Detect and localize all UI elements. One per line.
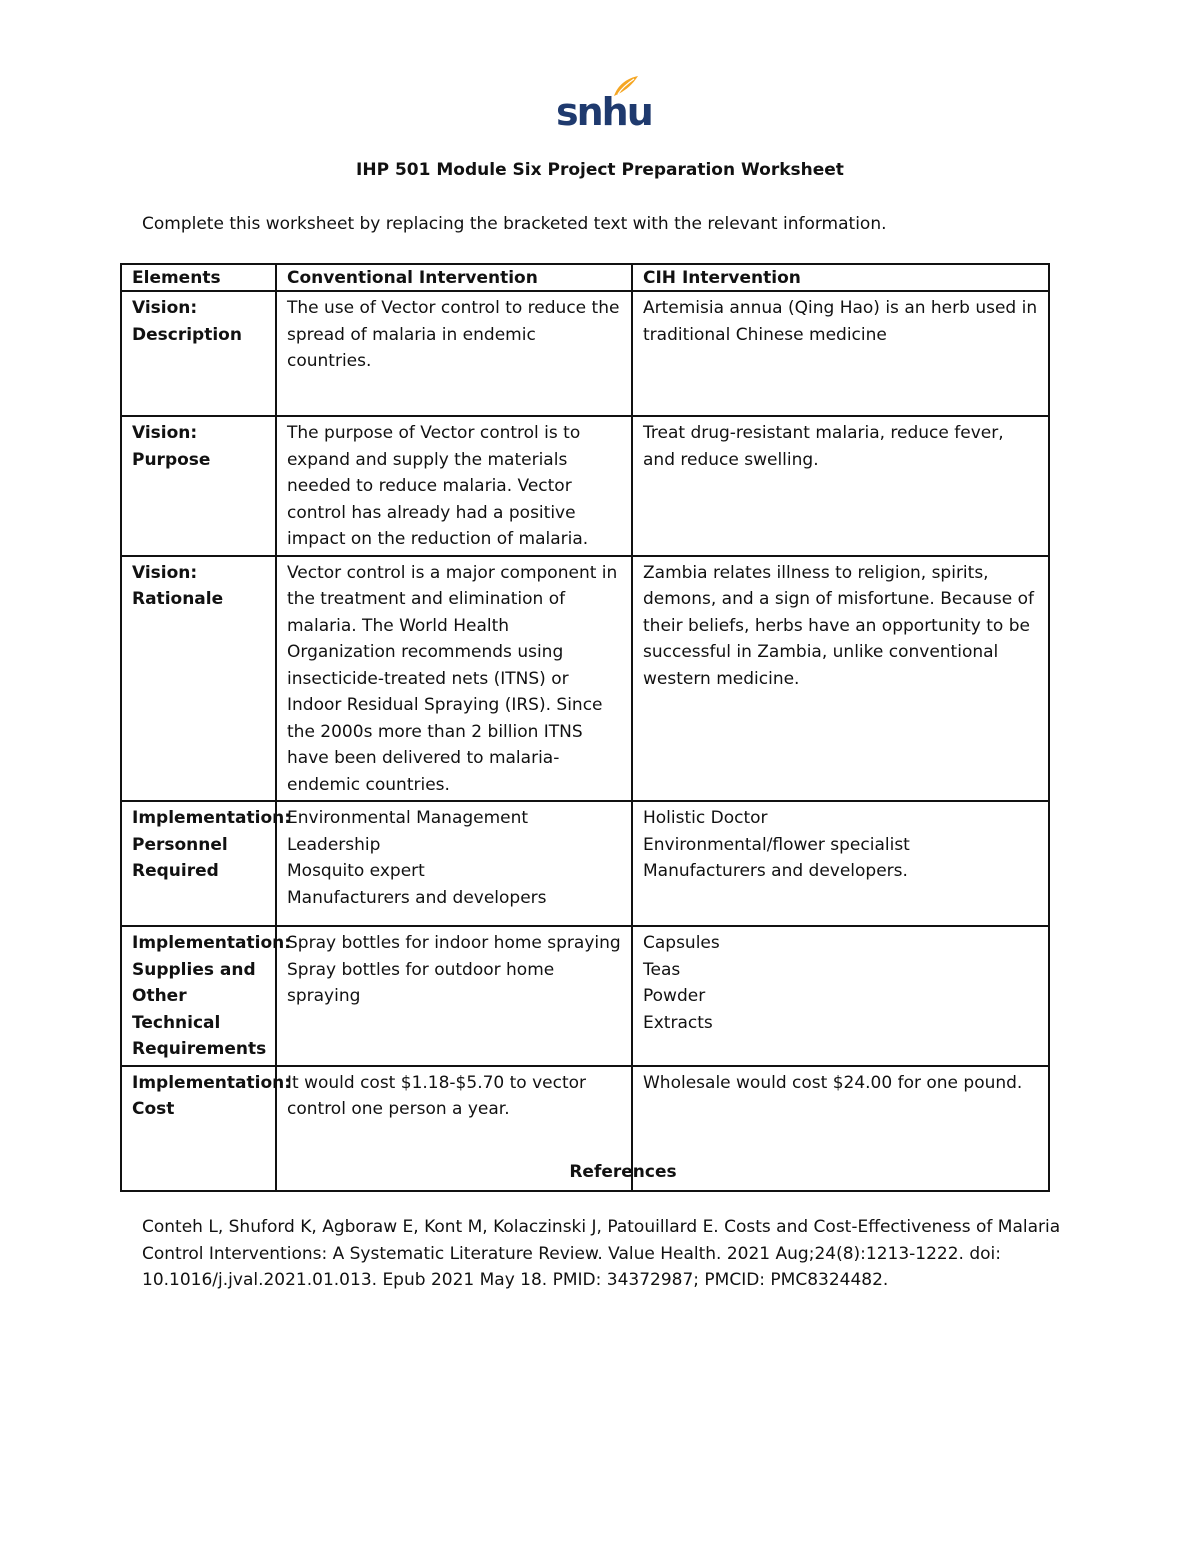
cih-cell — [632, 926, 1049, 1066]
cell-text: Holistic Doctor — [643, 808, 768, 828]
page-title: IHP 501 Module Six Project Preparation Worksheet — [356, 160, 844, 180]
table-row — [121, 291, 1049, 416]
row-label-line: Vision: — [132, 562, 198, 583]
row-label-line: Vision: — [132, 423, 198, 443]
cell-text: The purpose of Vector control is to expand and supply the materials needed to reduce malaria. Vector control has already had a positive impact on the reduction of malaria. — [287, 423, 589, 549]
row-label-line: Implementation: — [132, 1072, 292, 1093]
worksheet-table — [120, 263, 1050, 1192]
cih-cell — [632, 291, 1049, 416]
cih-cell — [632, 556, 1049, 802]
header-elements: Elements — [121, 264, 276, 291]
cell-text: Environmental/flower specialist — [643, 834, 910, 855]
row-label-line: Other Technical — [132, 986, 221, 1033]
conventional-cell — [276, 416, 632, 556]
conventional-cell — [276, 291, 632, 416]
cell-text: Teas — [643, 959, 681, 980]
cell-text: It would cost $1.18-$5.70 to vector control one person a year. — [287, 1072, 587, 1119]
row-label-line: Supplies and — [132, 959, 256, 980]
table-row — [121, 416, 1049, 556]
cell-text: Powder — [643, 986, 706, 1006]
logo-wordmark: snhu — [556, 90, 652, 134]
cell-text: Spray bottles for indoor home spraying — [287, 933, 621, 953]
row-label-line: Implementation: — [132, 808, 292, 828]
row-label-line: Cost — [132, 1099, 175, 1119]
cell-text: Spray bottles for outdoor home spraying — [287, 959, 555, 1006]
table-row — [121, 926, 1049, 1066]
row-label — [121, 556, 276, 802]
row-label-line: Personnel — [132, 834, 228, 855]
table-row — [121, 801, 1049, 926]
conventional-cell — [276, 926, 632, 1066]
row-label-line: Purpose — [132, 449, 211, 470]
instructions: Complete this worksheet by replacing the bracketed text with the relevant information. — [142, 214, 887, 234]
cell-text: Environmental Management Leadership — [287, 808, 529, 855]
conventional-cell — [276, 556, 632, 802]
row-label-line: Rationale — [132, 589, 224, 609]
cell-text: Mosquito expert — [287, 861, 425, 881]
cell-text: Wholesale would cost $24.00 for one pound. — [643, 1072, 1023, 1093]
cell-text: Zambia relates illness to religion, spirits, demons, and a sign of misfortune. Because of their beliefs, herbs have an opportunity to be successful in Zambia, unlike conventional western medicine. — [643, 562, 1034, 689]
row-label-line: Vision: — [132, 298, 198, 318]
row-label — [121, 291, 276, 416]
row-label — [121, 416, 276, 556]
cih-cell — [632, 416, 1049, 556]
header-conventional: Conventional Intervention — [276, 264, 632, 291]
table-row — [121, 556, 1049, 802]
row-label-line: Requirements — [132, 1039, 267, 1059]
row-label — [121, 926, 292, 1066]
header-cih: CIH Intervention — [632, 264, 1049, 291]
cell-text: Artemisia annua (Qing Hao) is an herb used in traditional Chinese medicine — [643, 298, 1038, 345]
row-label-line: Description — [132, 324, 242, 345]
row-label-line: Implementation: — [132, 933, 292, 953]
cell-text: Manufacturers and developers — [287, 887, 547, 908]
cell-text: Extracts — [643, 1012, 713, 1033]
cell-text: Treat drug-resistant malaria, reduce fever, and reduce swelling. — [643, 423, 1004, 470]
cell-text: The use of Vector control to reduce the spread of malaria in endemic countries. — [287, 298, 620, 371]
cell-text: Vector control is a major component in the treatment and elimination of malaria. The World Health Organization recommends using insecticide-treated nets (ITNS) or Indoor Residual Spraying (IRS). Since the 2000s more than 2 billion ITNS have been delivered to malaria-endemic countries. — [287, 562, 618, 795]
references-heading: References — [569, 1162, 677, 1182]
cih-cell — [632, 801, 1049, 926]
cell-text: Manufacturers and developers. — [643, 861, 908, 881]
cell-text: Capsules — [643, 933, 720, 953]
row-label — [121, 801, 292, 926]
row-label-line: Required — [132, 861, 219, 881]
snhu-logo — [556, 74, 652, 134]
reference-entry: Conteh L, Shuford K, Agboraw E, Kont M, Kolaczinski J, Patouillard E. Costs and Cost-Effectiveness of Malaria Control Interventions: A Systematic Literature Review. Value Health. 2021 Aug;24(8):1213-1222. doi: 10.1016/j.jval.2021.01.013. Epub 2021 May 18. PMID: 34372987; PMCID: PMC8324482. — [142, 1217, 1061, 1290]
table-header-row — [121, 264, 1049, 291]
conventional-cell — [276, 801, 632, 926]
